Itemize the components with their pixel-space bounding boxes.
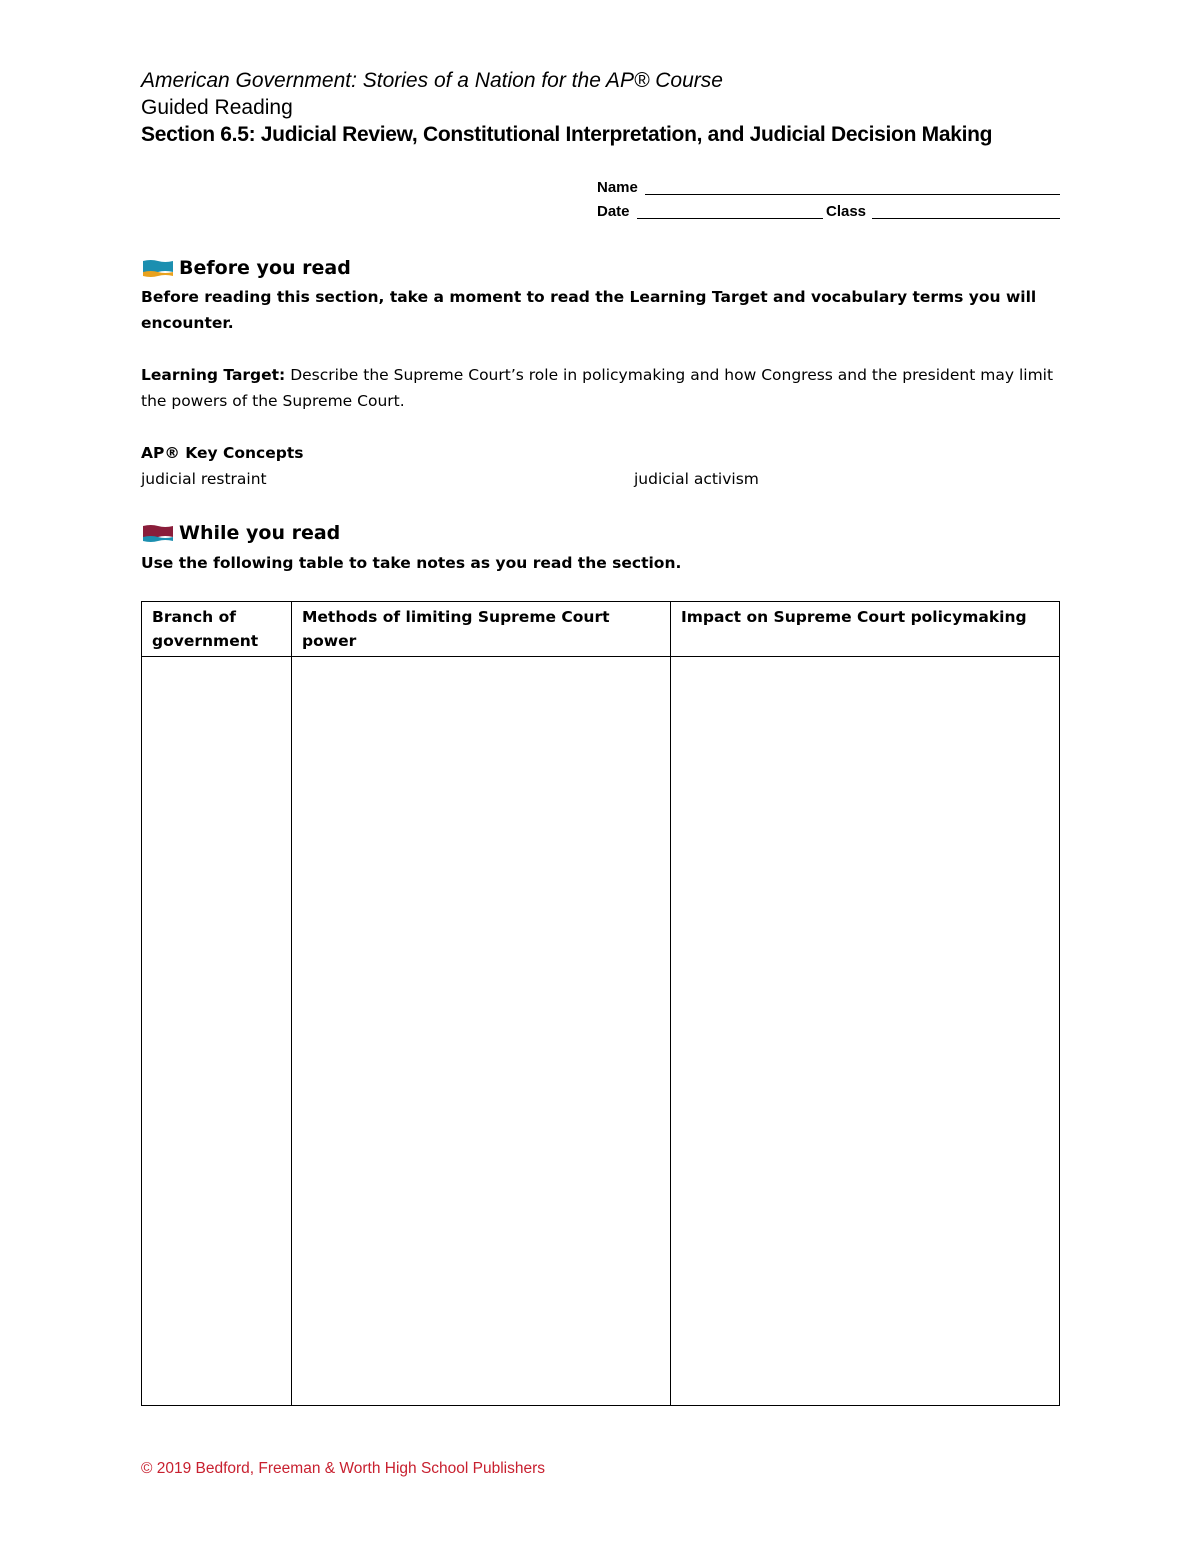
class-field[interactable] [872,218,1060,219]
book-title: American Government: Stories of a Nation for the AP® Course [141,69,723,92]
column-header-methods: Methods of limiting Supreme Court power [292,602,671,657]
while-flag-icon [143,524,173,543]
before-you-read-heading [143,256,351,280]
doc-type: Guided Reading [141,96,293,119]
notes-cell-methods[interactable] [292,657,671,1406]
while-you-read-heading [143,521,340,545]
date-field[interactable] [637,218,823,219]
concept-item: judicial restraint [141,470,267,488]
section-title: Section 6.5: Judicial Review, Constitutional Interpretation, and Judicial Decision Making [141,123,993,146]
while-heading-text: While you read [179,522,341,544]
while-instructions: Use the following table to take notes as you read the section. [141,554,682,572]
notes-table [141,601,1060,1406]
column-header-impact: Impact on Supreme Court policymaking [671,602,1060,657]
learning-target [141,362,1061,414]
learning-target-label: Learning Target: [141,366,286,384]
key-concepts-heading: AP® Key Concepts [141,444,304,462]
learning-target-text: Describe the Supreme Court’s role in policymaking and how Congress and the president may limit the powers of the Supreme Court. [141,366,1054,410]
notes-cell-branch[interactable] [142,657,292,1406]
class-label: Class [826,203,867,220]
before-flag-icon [143,259,173,278]
column-header-branch: Branch of government [142,602,292,657]
copyright-footer: © 2019 Bedford, Freeman & Worth High School Publishers [141,1460,546,1477]
date-label: Date [597,203,630,220]
notes-cell-impact[interactable] [671,657,1060,1406]
concept-item: judicial activism [634,470,759,488]
name-label: Name [597,179,638,196]
before-intro: Before reading this section, take a moment to read the Learning Target and vocabulary terms you will encounter. [141,288,1037,332]
name-field[interactable] [645,194,1060,195]
before-heading-text: Before you read [179,257,351,279]
